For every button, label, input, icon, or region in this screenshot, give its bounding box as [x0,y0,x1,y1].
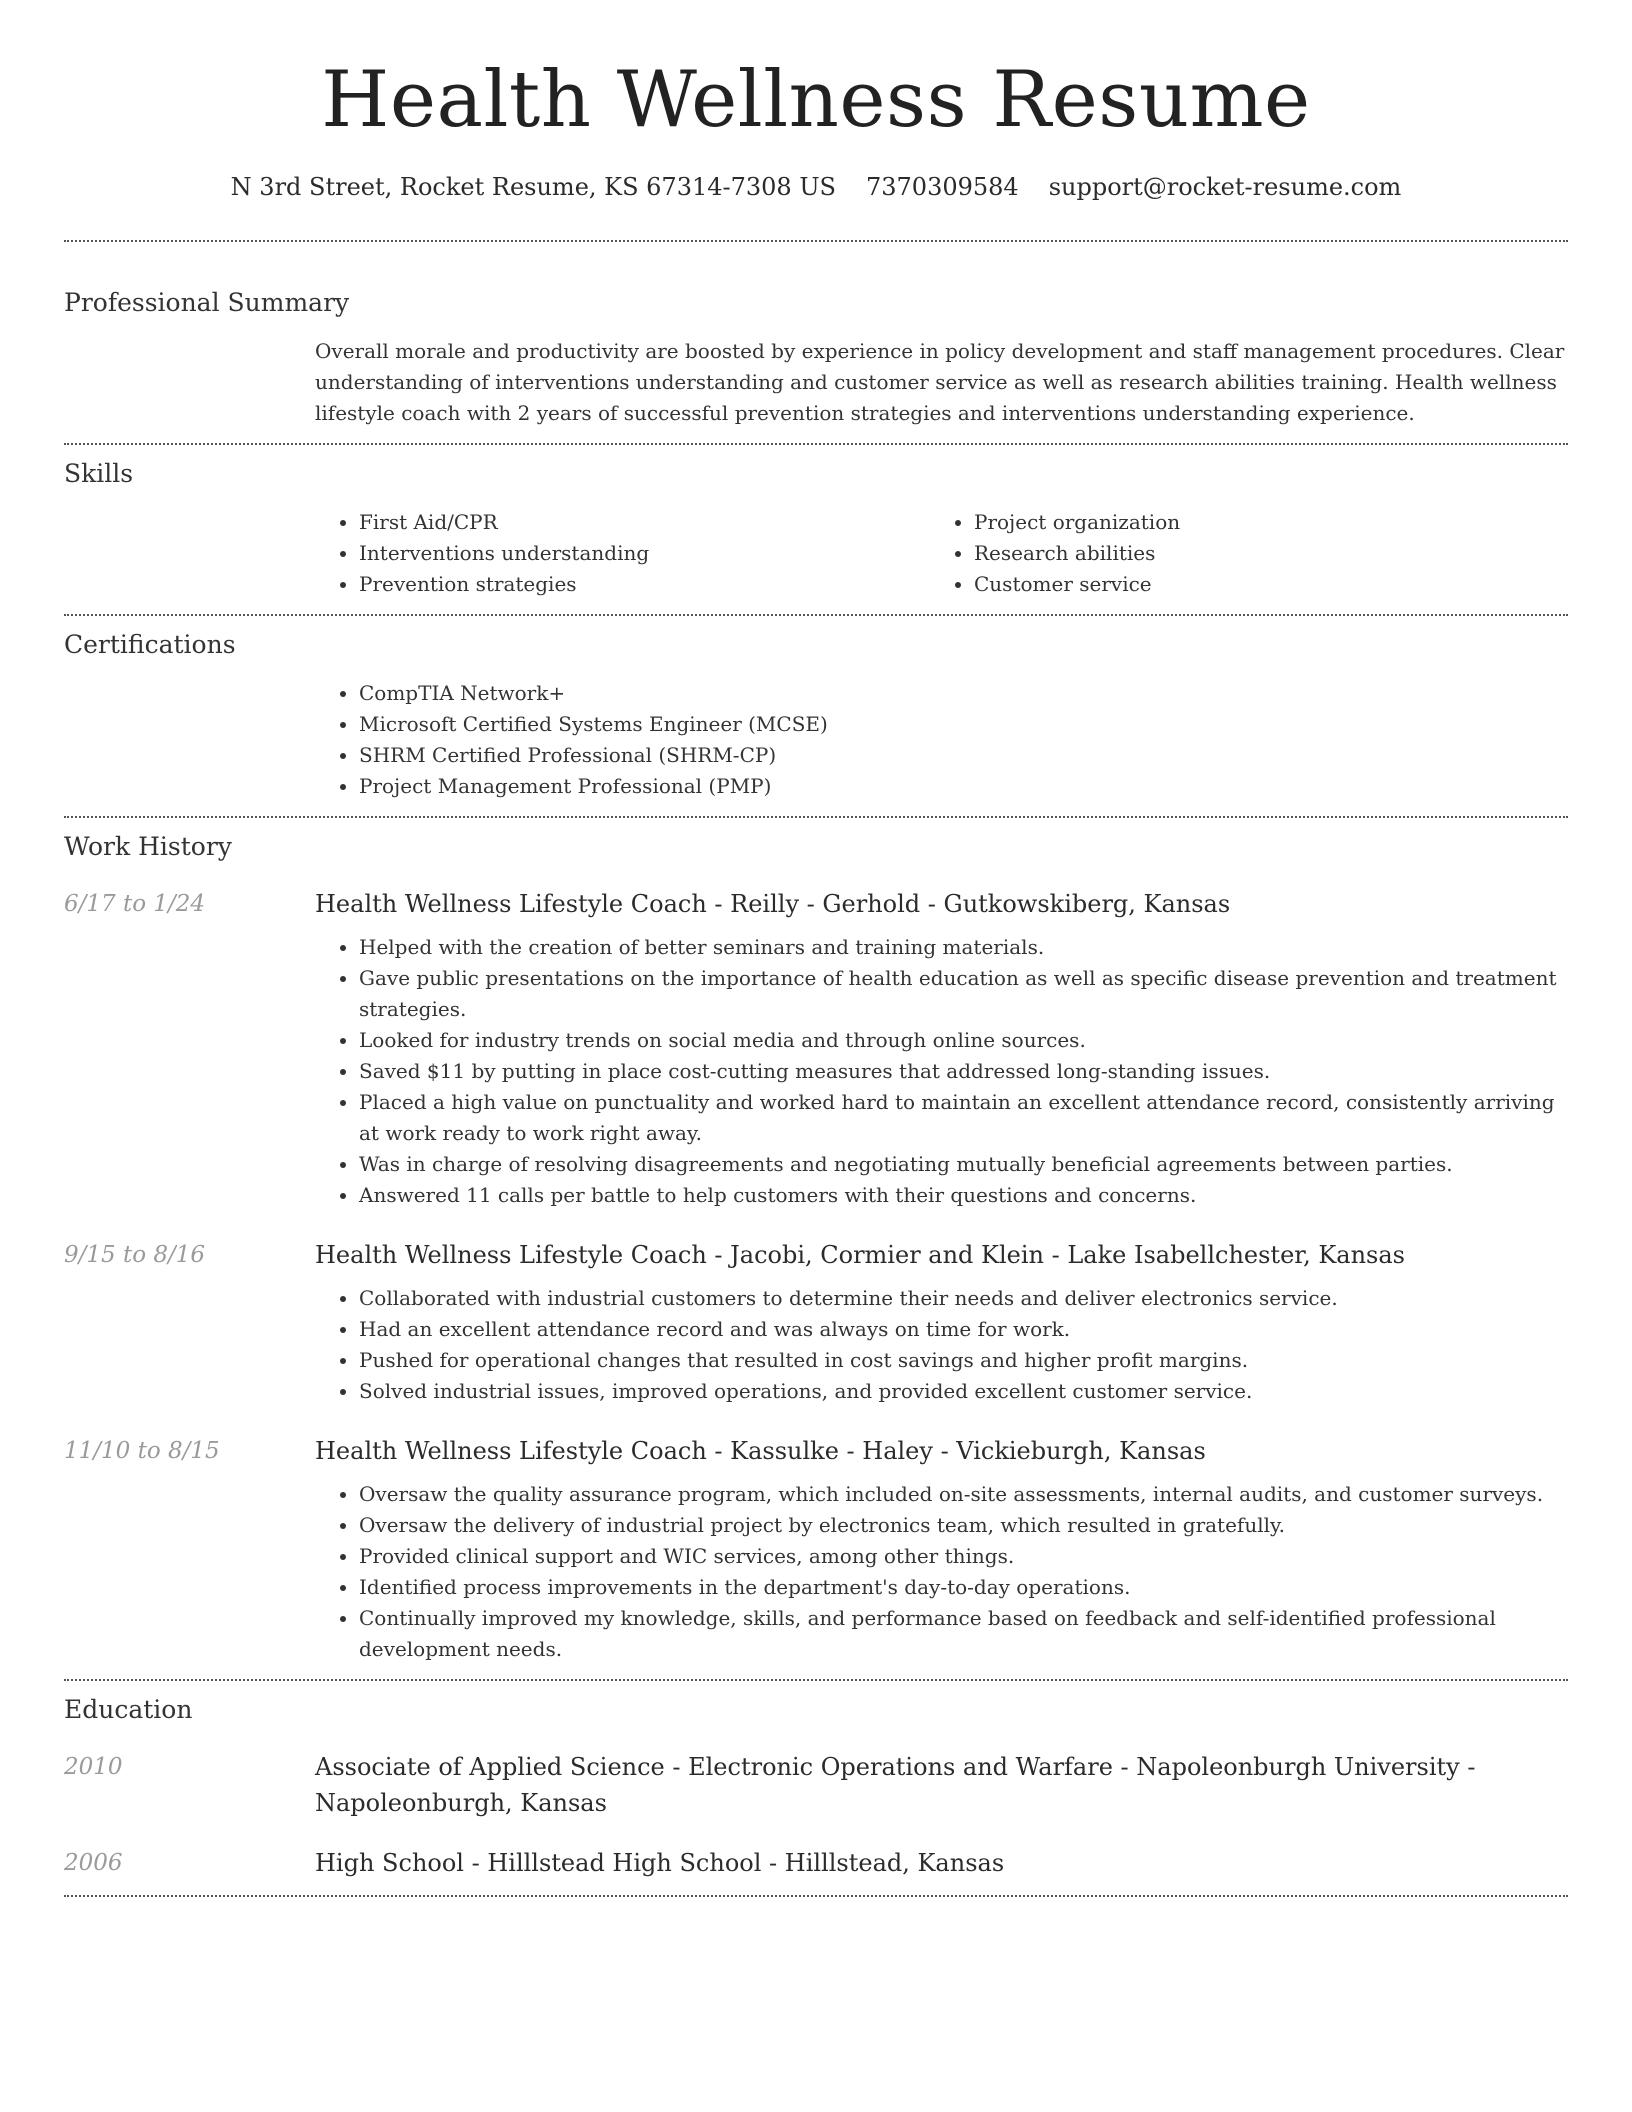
list-item: • CompTIA Network+ [359,678,1568,709]
contact-phone: 7370309584 [865,173,1019,201]
list-item: • Provided clinical support and WIC services, among other things. [359,1541,1568,1572]
section-certifications [64,616,1568,816]
list-item: • Identified process improvements in the department's day-to-day operations. [359,1572,1568,1603]
job-bullets [315,1283,1568,1407]
list-item: • Gave public presentations on the importance of health education as well as specific disease prevention and treatment strategies. [359,963,1568,1025]
contact-address: N 3rd Street, Rocket Resume, KS 67314-7308 US [230,173,836,201]
summary-text: Overall morale and productivity are boosted by experience in policy development and staff management procedures. Clear understanding of interventions understanding and customer service as well as research abilities training. Health wellness lifestyle coach with 2 years of successful prevention strategies and interventions understanding experience. [315,339,1565,425]
skills-column-right [930,507,1545,600]
skills-list-left [315,507,930,600]
job-dates: 6/17 to 1/24 [64,891,206,917]
list-item: • Helped with the creation of better seminars and training materials. [359,932,1568,963]
list-item: • Was in charge of resolving disagreements and negotiating mutually beneficial agreements between parties. [359,1149,1568,1180]
job-dates: 11/10 to 8/15 [64,1438,220,1464]
list-item: • Placed a high value on punctuality and worked hard to maintain an excellent attendance record, consistently arriving at work ready to work right away. [359,1087,1568,1149]
section-skills [64,445,1568,614]
education-entry [64,1845,1568,1881]
list-item: • Solved industrial issues, improved operations, and provided excellent customer service. [359,1376,1568,1407]
job-bullets [315,932,1568,1211]
contact-line [64,170,1568,204]
job-title: Health Wellness Lifestyle Coach - Jacobi, Cormier and Klein - Lake Isabellchester, Kansas [315,1241,1405,1269]
list-item: • Microsoft Certified Systems Engineer (MCSE) [359,709,1568,740]
job-body [315,1237,1568,1407]
section-summary [64,242,1568,443]
section-work-history [64,818,1568,1679]
skills-grid [315,507,1568,600]
divider [64,1895,1568,1897]
job-bullets [315,1479,1568,1665]
list-item: • Saved $11 by putting in place cost-cutting measures that addressed long-standing issues. [359,1056,1568,1087]
list-item: • Collaborated with industrial customers to determine their needs and deliver electronics service. [359,1283,1568,1314]
list-item: • Project organization [974,507,1545,538]
list-item: • Prevention strategies [359,569,930,600]
job-title: Health Wellness Lifestyle Coach - Reilly - Gerhold - Gutkowskiberg, Kansas [315,890,1231,918]
job-entry [64,886,1568,1211]
job-title: Health Wellness Lifestyle Coach - Kassulke - Haley - Vickieburgh, Kansas [315,1437,1206,1465]
section-title-skills: Skills [64,459,134,488]
education-text: Associate of Applied Science - Electronic Operations and Warfare - Napoleonburgh University - Napoleonburgh, Kansas [315,1753,1476,1817]
certifications-list-wrap [315,678,1568,802]
education-entry [64,1749,1568,1821]
resume-name: Health Wellness Resume [321,55,1311,145]
certifications-list [315,678,1568,802]
section-title-certifications: Certifications [64,630,236,659]
job-body [315,886,1568,1211]
education-year: 2006 [64,1850,123,1876]
list-item: • Answered 11 calls per battle to help customers with their questions and concerns. [359,1180,1568,1211]
list-item: • Customer service [974,569,1545,600]
section-education [64,1681,1568,1895]
section-title-summary: Professional Summary [64,288,350,317]
education-year: 2010 [64,1754,123,1780]
list-item: • Pushed for operational changes that resulted in cost savings and higher profit margins. [359,1345,1568,1376]
list-item: • Research abilities [974,538,1545,569]
list-item: • Had an excellent attendance record and was always on time for work. [359,1314,1568,1345]
list-item: • Project Management Professional (PMP) [359,771,1568,802]
job-body [315,1433,1568,1665]
job-entry [64,1433,1568,1665]
list-item: • First Aid/CPR [359,507,930,538]
list-item: • Continually improved my knowledge, skills, and performance based on feedback and self-identified professional development needs. [359,1603,1568,1665]
skills-list-right [930,507,1545,600]
job-entry [64,1237,1568,1407]
education-text: High School - Hilllstead High School - Hilllstead, Kansas [315,1849,1005,1877]
job-dates: 9/15 to 8/16 [64,1242,206,1268]
list-item: • Looked for industry trends on social media and through online sources. [359,1025,1568,1056]
section-title-education: Education [64,1695,193,1724]
list-item: • Oversaw the quality assurance program, which included on-site assessments, internal audits, and customer surveys. [359,1479,1568,1510]
list-item: • SHRM Certified Professional (SHRM-CP) [359,740,1568,771]
skills-column-left [315,507,930,600]
contact-email: support@rocket-resume.com [1048,173,1402,201]
section-title-work-history: Work History [64,832,232,861]
list-item: • Interventions understanding [359,538,930,569]
list-item: • Oversaw the delivery of industrial project by electronics team, which resulted in gratefully. [359,1510,1568,1541]
